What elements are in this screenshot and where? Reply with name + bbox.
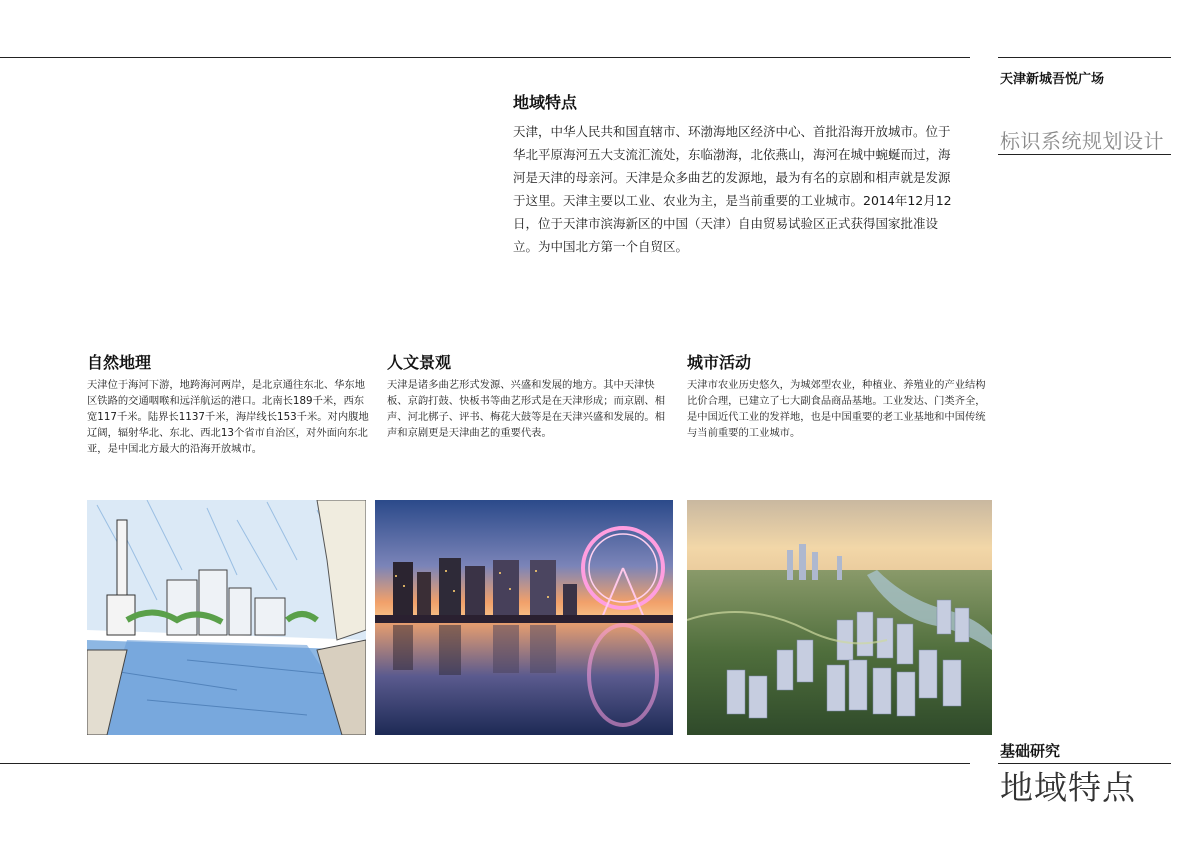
bottom-rule: [0, 763, 970, 764]
brand-top-rule: [998, 57, 1171, 58]
column-nature: [87, 350, 369, 457]
intro-title: 地域特点: [513, 93, 578, 112]
column-culture: [387, 350, 669, 441]
column-culture-title: 人文景观: [387, 353, 452, 372]
column-nature-body: 天津位于海河下游，地跨海河两岸，是北京通往东北、华东地区铁路的交通咽喉和远洋航运的港口。北南长189千米，西东宽117千米。陆界长1137千米，海岸线长153千米。对内腹地辽阔，辐射华北、东北、西北13个省市自治区，对外面向东北亚，是中国北方最大的沿海开放城市。: [87, 379, 369, 455]
section-label: 基础研究: [1000, 742, 1061, 760]
section-title: 地域特点: [1000, 768, 1136, 807]
sketch-river-image: [87, 500, 366, 735]
top-rule: [0, 57, 970, 58]
brand-subtitle: 标识系统规划设计: [1000, 129, 1164, 153]
column-culture-body: 天津是诸多曲艺形式发源、兴盛和发展的地方。其中天津快板、京韵打鼓、快板书等曲艺形式是在天津形成；而京剧、相声、河北梆子、评书、梅花大鼓等是在天津兴盛和发展的。相声和京剧更是天津曲艺的重要代表。: [387, 379, 666, 439]
ferris-wheel-night-image: [375, 500, 673, 735]
intro-body: 天津，中华人民共和国直辖市、环渤海地区经济中心、首批沿海开放城市。位于华北平原海河五大支流汇流处，东临渤海，北依燕山，海河在城中蜿蜒而过，海河是天津的母亲河。天津是众多曲艺的发源地，最为有名的京剧和相声就是发源于这里。天津主要以工业、农业为主，是当前重要的工业城市。2014年12月12日，位于天津市滨海新区的中国（天津）自由贸易试验区正式获得国家批准设立。为中国北方第一个自贸区。: [513, 124, 952, 254]
intro-section: [513, 90, 953, 258]
column-city-body: 天津市农业历史悠久，为城郊型农业，种植业、养殖业的产业结构比价合理，已建立了七大副食品商品基地。工业发达、门类齐全，是中国近代工业的发祥地，也是中国重要的老工业基地和中国传统与当前重要的工业城市。: [687, 379, 986, 439]
column-city-title: 城市活动: [687, 353, 752, 372]
column-city: [687, 350, 992, 441]
column-nature-title: 自然地理: [87, 353, 152, 372]
brand-name: 天津新城吾悦广场: [1000, 72, 1105, 87]
brand-bottom-rule: [998, 154, 1171, 155]
aerial-city-image: [687, 500, 992, 735]
